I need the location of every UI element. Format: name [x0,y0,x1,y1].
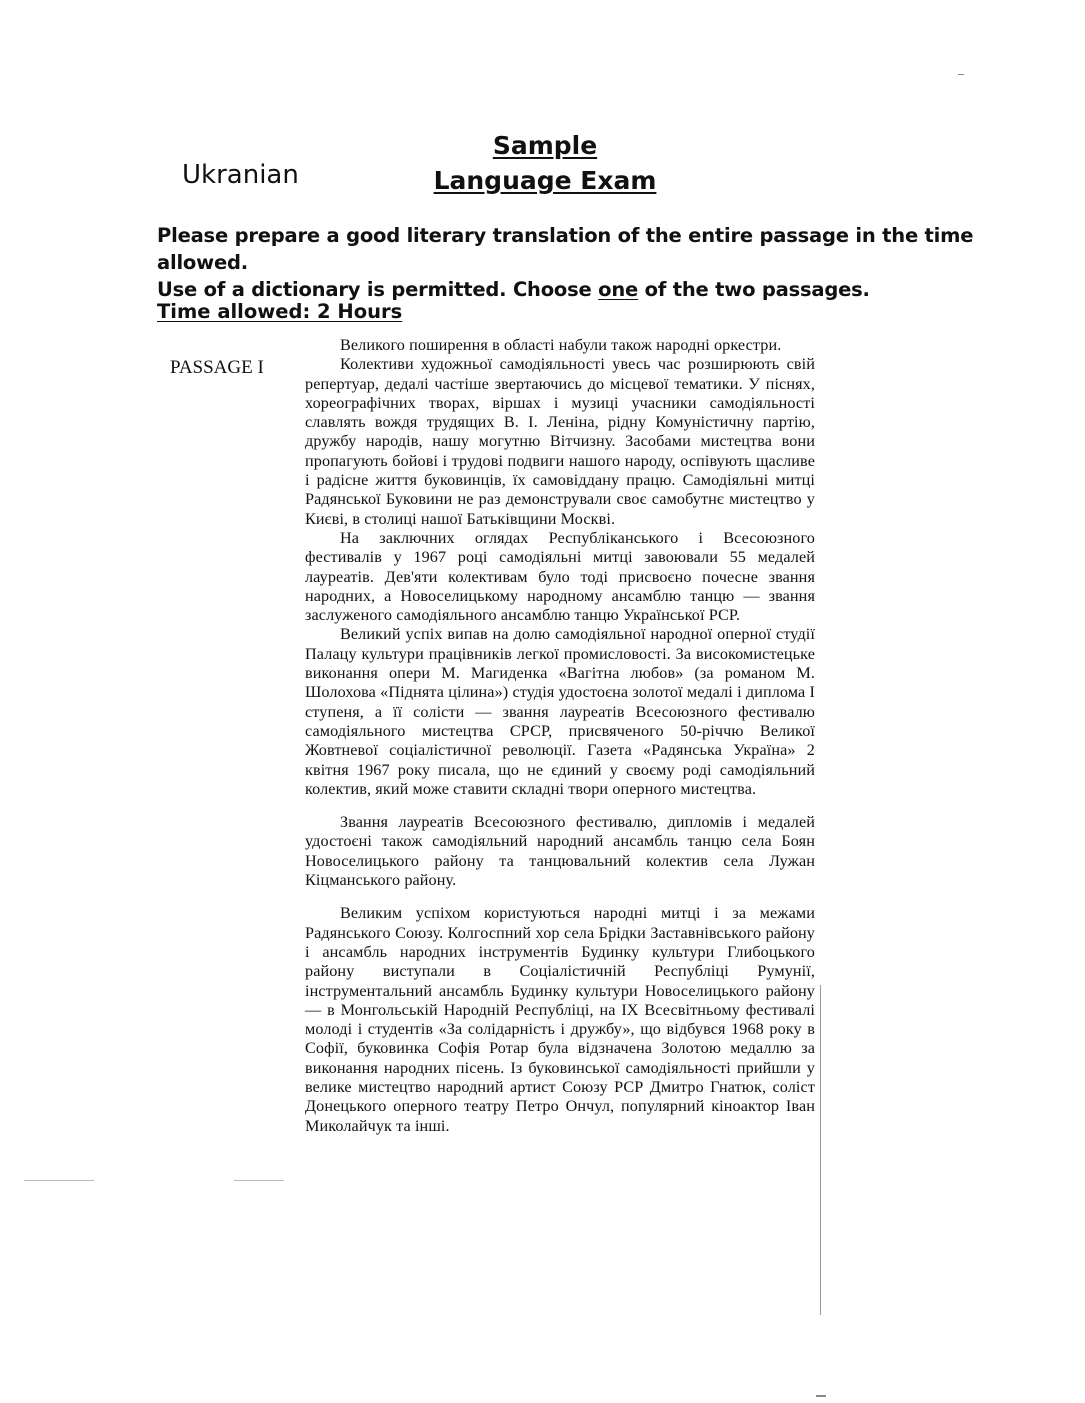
instructions-line-1: Please prepare a good literary translation of the entire passage in the time allowed. [157,224,974,274]
instructions [157,222,1057,303]
scan-speck [234,1180,284,1181]
scan-speck [958,74,964,75]
scan-speck [24,1180,94,1181]
passage-paragraph: На заключних оглядах Республіканського і Всесоюзного фестивалів у 1967 році самодіяльні митці завоювали 55 медалей лауреатів. Дев'яти колективам було тоді присвоєно почесне звання народних, а Новоселицькому народному ансамблю танцю — звання заслуженого самодіяльного ансамблю танцю Української РСР. [305,528,815,625]
instructions-line-2-start: Use of a dictionary is permitted. Choose [157,278,599,301]
title-line-sample: Sample [492,131,598,160]
instructions-underlined-word: one [598,278,639,301]
passage-paragraph: Колективи художньої самодіяльності увесь час розширюють свій репертуар, дедалі частіше звертаючись до місцевої тематики. У піснях, хореографічних творах, віршах і музиці учасники самодіяльності славлять вождя трудящих В. І. Леніна, рідну Комуністичну партію, дружбу народів, нашу могутню Вітчизну. Засобами мистецтва вони пропагують бойові і трудові подвиги нашого народу, оспівують щасливе і радісне життя буковинців, їх самовіддану працю. Самодіяльні митці Радянської Буковини не раз демонстрували своє самобутнє мистецтво у Києві, в столиці нашої Батьківщини Москві. [305,355,815,528]
passage-paragraph: Великий успіх випав на долю самодіяльної народної оперної студії Палацу культури працівників легкої промисловості. За високомистецьке виконання опери М. Магиденка «Вагітна любов» (за романом М. Шолохова «Піднята цілина») студія удостоєна золотої медалі і диплома I ступеня, а її солісти — звання лауреатів Всесоюзного фестивалю самодіяльного мистецтва СРСР, присвяченого 50-річчю Великої Жовтневої соціалістичної революції. Газета «Радянська Україна» 2 квітня 1967 року писала, що не єдиний у своєму роді самодіяльний колектив, який може ставити складні твори оперного мистецтва. [305,625,815,798]
scan-speck [816,1395,826,1397]
title-line-language-exam: Language Exam [433,166,657,195]
passage-paragraph: Великого поширення в області набули також народні оркестри. [340,336,782,354]
scan-speck [820,985,821,1315]
instructions-line-2 [157,276,1057,303]
passage-paragraph: Звання лауреатів Всесоюзного фестивалю, дипломів і медалей удостоєні також самодіяльний народний ансамбль танцю села Боян Новоселицького району та танцювальний колектив села Лужан Кіцманського району. [305,813,815,890]
passage-label: PASSAGE I [170,357,264,378]
instructions-line-2-end: of the two passages. [638,278,870,301]
passage-paragraph: Великим успіхом користуються народні митці і за межами Радянського Союзу. Колгоспний хор села Брідки Заставнівського району і ансамбль народних інструментів Будинку культури Глибоцького району виступали в Соціалістичній Республіці Румунії, інструментальний ансамбль Будинку культури Новоселицького району — в Монгольській Народній Республіці, на IX Всесвітньому фестивалі молоді і студентів «За солідарність і дружбу», що відбувся 1968 року в Софії, буковинка Софія Ротар була відзначена Золотою медаллю за виконання народних пісень. Із буковинської самодіяльності прийшли у велике мистецтво народний артист Союзу РСР Дмитро Гнатюк, соліст Донецького оперного театру Петро Ончул, популярний кіноактор Іван Миколайчук та інші. [305,904,815,1135]
language-label: Ukranian [182,160,299,190]
passage-text [305,336,815,1136]
exam-title [420,128,670,198]
time-allowed: Time allowed: 2 Hours [157,300,403,323]
